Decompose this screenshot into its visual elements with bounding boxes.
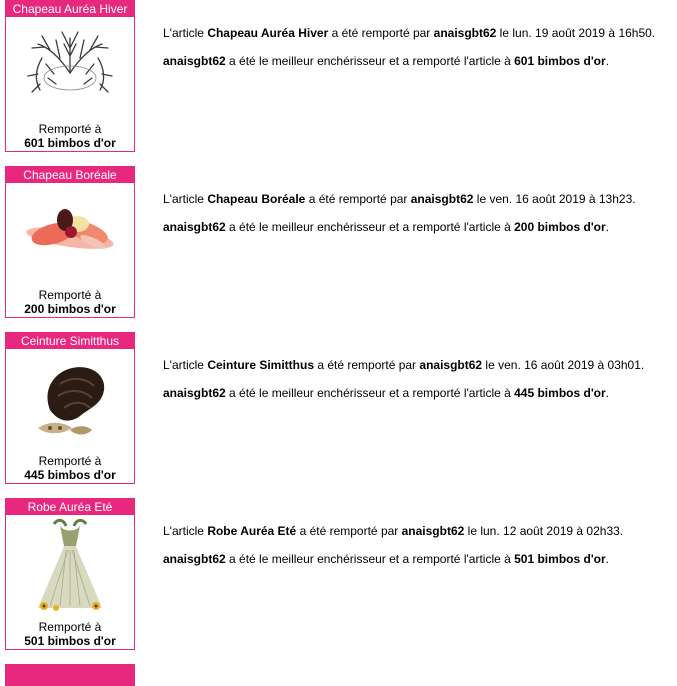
auction-date: le lun. 12 août 2019 à 02h33. — [464, 524, 624, 538]
item-card[interactable] — [5, 498, 135, 650]
won-label: Remporté à — [38, 454, 102, 468]
won-price: 601 bimbos d'or — [24, 136, 116, 150]
text: a été remporté par — [296, 524, 402, 538]
auction-entry — [5, 0, 677, 152]
item-name: Robe Auréa Eté — [207, 524, 297, 538]
auction-description — [163, 26, 655, 68]
winner-name: anaisgbt62 — [433, 26, 497, 40]
item-name: Ceinture Simitthus — [207, 358, 314, 372]
winner-name: anaisgbt62 — [163, 220, 226, 234]
auction-result-line — [163, 358, 644, 372]
won-label: Remporté à — [38, 620, 102, 634]
item-card-footer — [6, 620, 134, 648]
auction-entry — [5, 498, 677, 650]
item-card-footer — [6, 288, 134, 316]
item-name: Chapeau Auréa Hiver — [207, 26, 329, 40]
text: a été le meilleur enchérisseur et a remporté l'article à — [225, 552, 515, 566]
winning-price: 200 bimbos d'or — [514, 220, 606, 234]
winner-name: anaisgbt62 — [163, 54, 226, 68]
item-card[interactable] — [5, 166, 135, 318]
text: a été le meilleur enchérisseur et a remporté l'article à — [225, 220, 515, 234]
item-card[interactable] — [5, 332, 135, 484]
text: L'article — [163, 524, 208, 538]
winner-name: anaisgbt62 — [163, 386, 226, 400]
text: L'article — [163, 26, 208, 40]
won-price: 445 bimbos d'or — [24, 468, 116, 482]
text: . — [605, 54, 610, 68]
won-price: 501 bimbos d'or — [24, 634, 116, 648]
won-label: Remporté à — [38, 288, 102, 302]
text: a été remporté par — [314, 358, 420, 372]
auction-description — [163, 192, 636, 234]
winning-price: 501 bimbos d'or — [514, 552, 606, 566]
auction-date: le ven. 16 août 2019 à 03h01. — [482, 358, 645, 372]
item-card-title[interactable]: Chapeau Auréa Hiver — [6, 1, 134, 17]
auction-description — [163, 358, 644, 400]
item-card-title[interactable]: Chapeau Boréale — [6, 167, 134, 183]
text: . — [605, 386, 610, 400]
auction-bid-line — [163, 220, 636, 234]
auction-bid-line — [163, 552, 623, 566]
item-card-title[interactable]: Ceinture Simitthus — [6, 333, 134, 349]
auction-result-line — [163, 192, 636, 206]
winning-price: 601 bimbos d'or — [514, 54, 606, 68]
auction-entry — [5, 332, 677, 484]
item-card[interactable] — [5, 0, 135, 152]
summer-dress-icon[interactable] — [6, 516, 134, 616]
auction-entry — [5, 166, 677, 318]
auction-result-line — [163, 524, 623, 538]
winner-name: anaisgbt62 — [419, 358, 483, 372]
auction-date: le lun. 19 août 2019 à 16h50. — [496, 26, 656, 40]
text: a été le meilleur enchérisseur et a remporté l'article à — [225, 386, 515, 400]
won-label: Remporté à — [38, 122, 102, 136]
fur-belt-icon[interactable] — [6, 350, 134, 450]
auction-bid-line — [163, 386, 644, 400]
auction-bid-line — [163, 54, 655, 68]
winning-price: 445 bimbos d'or — [514, 386, 606, 400]
item-card-footer — [6, 122, 134, 150]
auction-result-line — [163, 26, 655, 40]
item-card-footer — [6, 454, 134, 482]
text: a été remporté par — [328, 26, 434, 40]
winner-name: anaisgbt62 — [401, 524, 465, 538]
text: a été remporté par — [305, 192, 411, 206]
item-name: Chapeau Boréale — [207, 192, 306, 206]
auction-description — [163, 524, 623, 566]
winner-name: anaisgbt62 — [410, 192, 474, 206]
auction-date: le ven. 16 août 2019 à 13h23. — [473, 192, 636, 206]
text: L'article — [163, 358, 208, 372]
frost-branch-hat-icon[interactable] — [6, 18, 134, 118]
item-card-partial[interactable] — [5, 664, 135, 686]
flower-hat-icon[interactable] — [6, 184, 134, 284]
text: . — [605, 552, 610, 566]
text: a été le meilleur enchérisseur et a remporté l'article à — [225, 54, 515, 68]
text: . — [605, 220, 610, 234]
item-card-title[interactable]: Robe Auréa Eté — [6, 499, 134, 515]
winner-name: anaisgbt62 — [163, 552, 226, 566]
won-price: 200 bimbos d'or — [24, 302, 116, 316]
text: L'article — [163, 192, 208, 206]
